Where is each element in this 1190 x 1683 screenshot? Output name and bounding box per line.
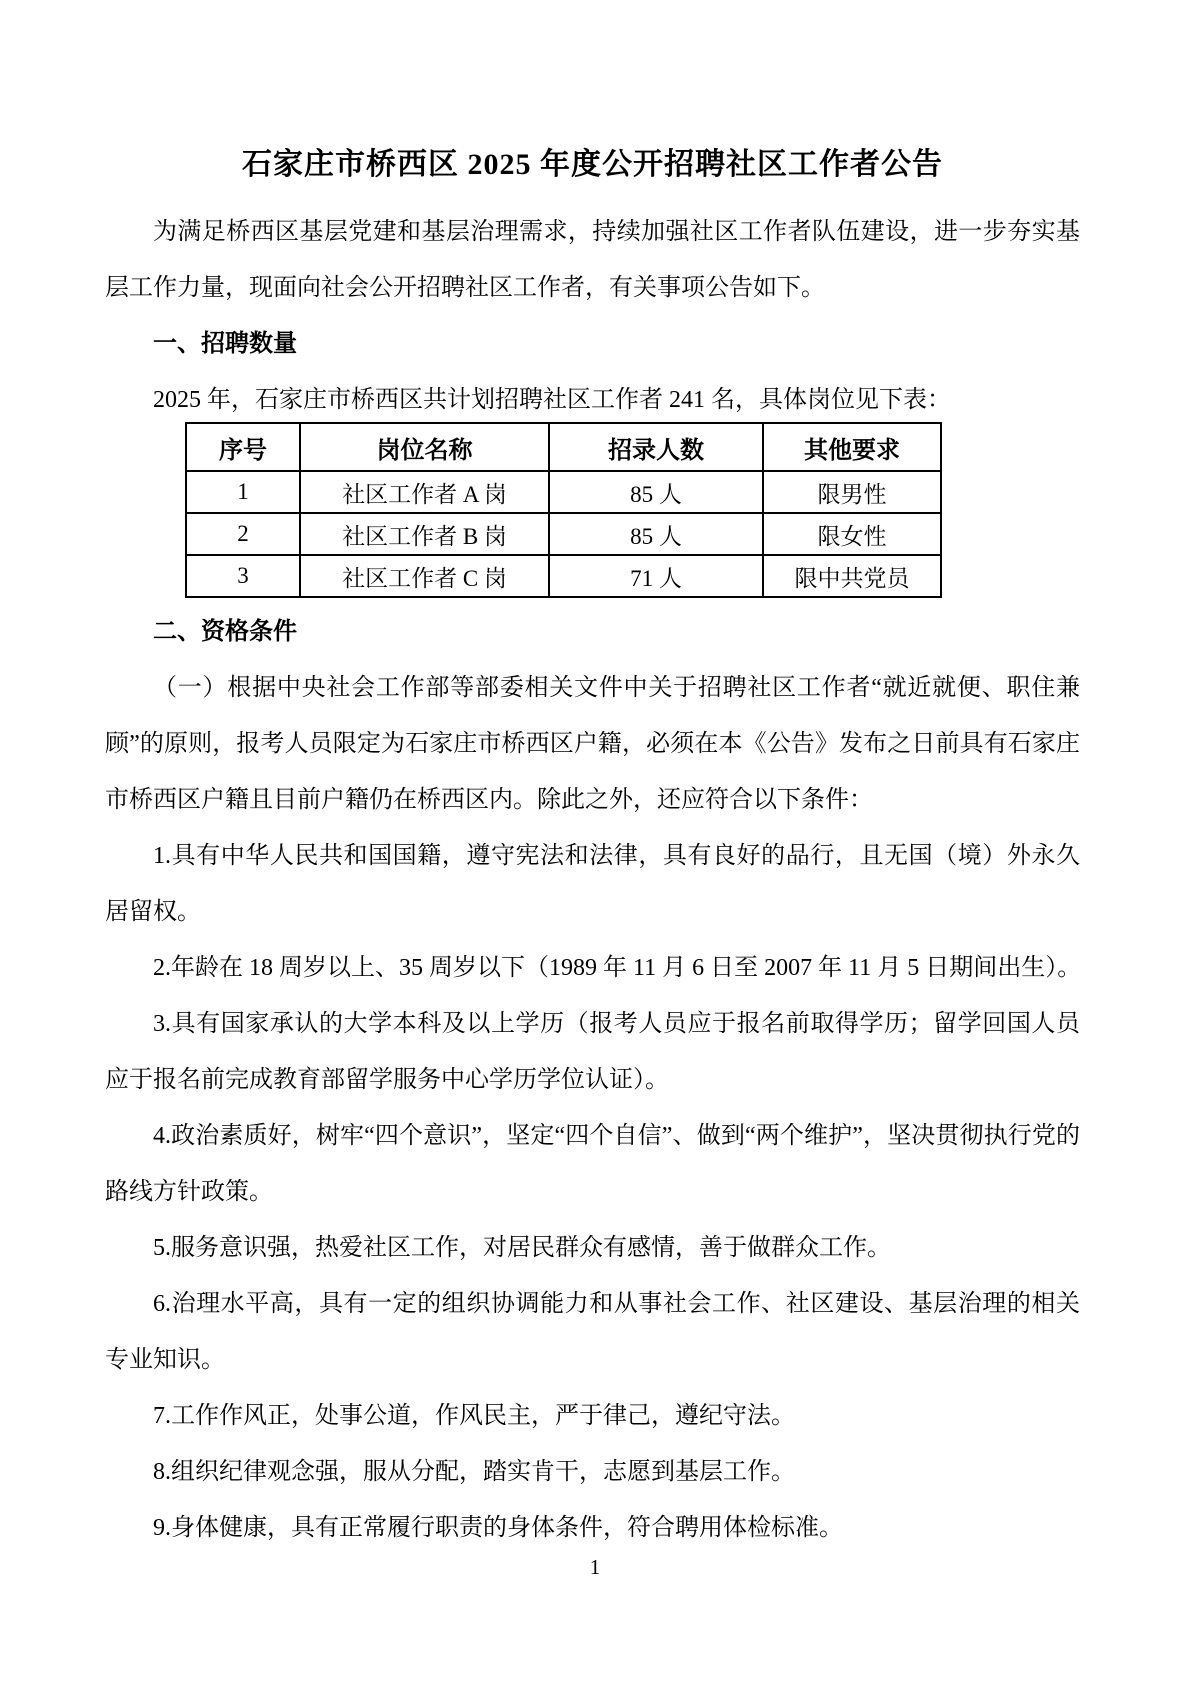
- table-cell: 限中共党员: [763, 555, 941, 597]
- table-row: [186, 513, 941, 555]
- section2-heading: 二、资格条件: [153, 619, 297, 645]
- condition-item-1: 1.具有中华人民共和国国籍，遵守宪法和法律，具有良好的品行，且无国（境）外永久居留权。: [105, 843, 1080, 925]
- table-cell: 1: [186, 471, 300, 513]
- table-row: [186, 471, 941, 513]
- table-header-row: [186, 423, 941, 471]
- condition-item-8: 8.组织纪律观念强，服从分配，踏实肯干，志愿到基层工作。: [153, 1459, 795, 1485]
- table-row: [186, 555, 941, 597]
- condition-item-4: 4.政治素质好，树牢“四个意识”，坚定“四个自信”、做到“两个维护”，坚决贯彻执行党的路线方针政策。: [105, 1123, 1080, 1205]
- section1-intro: 2025 年，石家庄市桥西区共计划招聘社区工作者 241 名，具体岗位见下表：: [153, 387, 951, 413]
- table-cell: 社区工作者 C 岗: [300, 555, 549, 597]
- condition-item-9: 9.身体健康，具有正常履行职责的身体条件，符合聘用体检标准。: [153, 1515, 843, 1541]
- condition-item-7: 7.工作作风正，处事公道，作风民主，严于律己，遵纪守法。: [153, 1403, 795, 1429]
- table-header-other-requirements: 其他要求: [763, 423, 941, 471]
- section1-heading: 一、招聘数量: [153, 331, 297, 357]
- table-cell: 限女性: [763, 513, 941, 555]
- table-header-headcount: 招录人数: [549, 423, 763, 471]
- table-cell: 85 人: [549, 513, 763, 555]
- intro-paragraph: 为满足桥西区基层党建和基层治理需求，持续加强社区工作者队伍建设，进一步夯实基层工作力量，现面向社会公开招聘社区工作者，有关事项公告如下。: [105, 219, 1080, 301]
- table-cell: 社区工作者 B 岗: [300, 513, 549, 555]
- table-cell: 2: [186, 513, 300, 555]
- condition-item-5: 5.服务意识强，热爱社区工作，对居民群众有感情，善于做群众工作。: [153, 1235, 891, 1261]
- table-cell: 社区工作者 A 岗: [300, 471, 549, 513]
- page-number: 1: [589, 1555, 601, 1579]
- section2-intro: （一）根据中央社会工作部等部委相关文件中关于招聘社区工作者“就近就便、职住兼顾”的原则，报考人员限定为石家庄市桥西区户籍，必须在本《公告》发布之日前具有石家庄市桥西区户籍且目前户籍仍在桥西区内。除此之外，还应符合以下条件：: [105, 675, 1080, 813]
- table-cell: 限男性: [763, 471, 941, 513]
- condition-item-2: 2.年龄在 18 周岁以上、35 周岁以下（1989 年 11 月 6 日至 2007 年 11 月 5 日期间出生）。: [153, 955, 1082, 981]
- table-header-position-name: 岗位名称: [300, 423, 549, 471]
- table-header-index: 序号: [186, 423, 300, 471]
- table-cell: 85 人: [549, 471, 763, 513]
- table-cell: 3: [186, 555, 300, 597]
- table-cell: 71 人: [549, 555, 763, 597]
- document-content: [105, 142, 1080, 1556]
- recruitment-positions-table: [185, 422, 942, 598]
- condition-item-6: 6.治理水平高，具有一定的组织协调能力和从事社会工作、社区建设、基层治理的相关专业知识。: [105, 1291, 1080, 1373]
- page-title: 石家庄市桥西区 2025 年度公开招聘社区工作者公告: [242, 148, 943, 181]
- condition-item-3: 3.具有国家承认的大学本科及以上学历（报考人员应于报名前取得学历；留学回国人员应于报名前完成教育部留学服务中心学历学位认证）。: [105, 1011, 1080, 1093]
